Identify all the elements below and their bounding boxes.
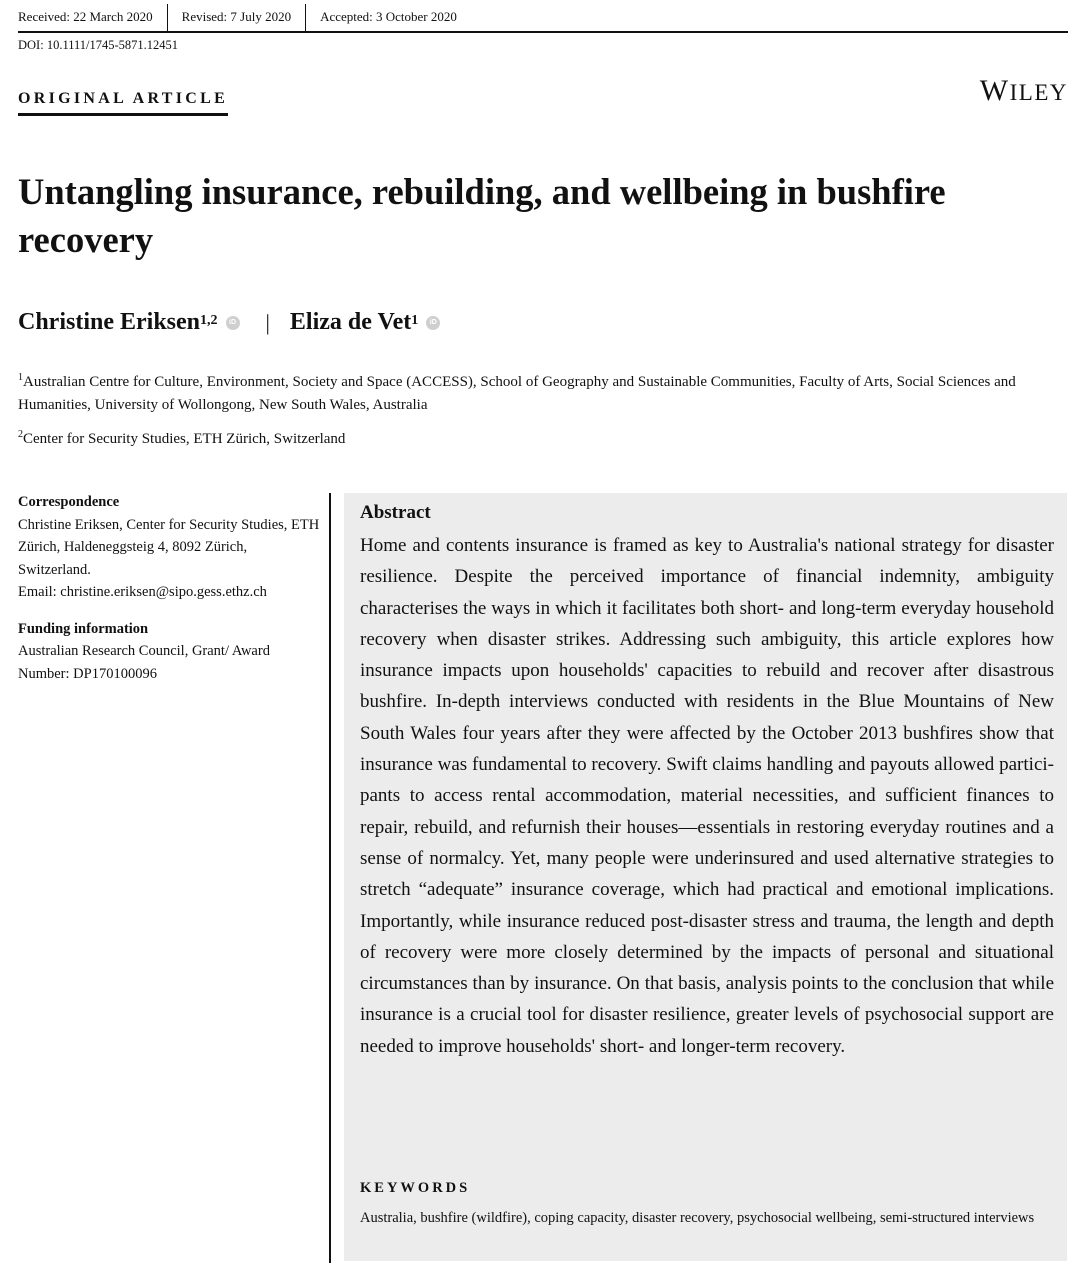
- doi[interactable]: DOI: 10.1111/1745-5871.12451: [18, 38, 179, 52]
- column-divider: [329, 493, 331, 1263]
- orcid-icon[interactable]: iD: [426, 316, 440, 330]
- affiliation: [18, 366, 1068, 417]
- received-date: Received: 22 March 2020: [18, 4, 168, 31]
- publisher-logo: WILEY: [979, 74, 1068, 107]
- correspondence-email[interactable]: Email: christine.eriksen@sipo.gess.ethz.ch: [18, 584, 267, 600]
- abstract-heading: Abstract: [360, 502, 431, 523]
- correspondence-heading: Correspondence: [18, 494, 120, 510]
- correspondence-block: [18, 491, 323, 604]
- keywords-heading: KEYWORDS: [360, 1180, 471, 1196]
- affiliation-text: Center for Security Studies, ETH Zürich, Switzerland: [23, 431, 346, 447]
- sidebar-info: [18, 491, 323, 699]
- affiliations: [18, 366, 1068, 457]
- orcid-icon[interactable]: iD: [226, 316, 240, 330]
- article-history: [18, 4, 1068, 33]
- article-type-label: ORIGINAL ARTICLE: [18, 90, 228, 116]
- author-list: [18, 309, 440, 336]
- publisher-logo-rest: ILEY: [1009, 80, 1068, 105]
- funding-text: Australian Research Council, Grant/ Award Number: DP170100096: [18, 643, 270, 682]
- article-title: Untangling insurance, rebuilding, and wellbeing in bushfire recovery: [18, 171, 946, 260]
- affiliation-text: Australian Centre for Culture, Environment, Society and Space (ACCESS), School of Geography and Sustainable Communities, Faculty of Arts, Social Sciences and Humanities, University of Wollongong, New South Wales, Australia: [18, 374, 1016, 413]
- author-separator: |: [265, 309, 270, 335]
- correspondence-text: Christine Eriksen, Center for Security Studies, ETH Zürich, Haldeneggsteig 4, 8092 Zürich, Switzerland.: [18, 516, 320, 578]
- author-name[interactable]: Christine Eriksen: [18, 309, 201, 335]
- affiliation: [18, 423, 1068, 451]
- keywords-text: Australia, bushfire (wildfire), coping capacity, disaster recovery, psychosocial wellbeing, semi-structured interviews: [360, 1210, 1035, 1226]
- affiliation-sup: 2: [18, 429, 23, 440]
- abstract-text: Home and contents insurance is framed as key to Australia's national strategy for disaster resilience. Despite the perceived importance of financial indemnity, ambiguity characterises the ways in which it facilitates both short- and long-term everyday household recovery when disaster strikes. Addressing such ambiguity, this article explores how insurance impacts upon households' capacities to rebuild and recover after disastrous bushfire. In-depth interviews conducted with residents in the Blue Mountains of New South Wales four years after they were affected by the October 2013 bushfires show that insurance was fundamental to recovery. Swift claims handling and payouts allowed participants to access rental accommodation, material necessities, and sufficient finances to repair, rebuild, and refurnish their houses—essentials in restoring everyday routines and a sense of normalcy. Yet, many people were underinsured and used alternative strategies to stretch “adequate” insurance coverage, which had practical and emotional implications. Importantly, while insurance reduced post-disaster stress and trauma, the length and depth of recovery were more closely determined by the impacts of personal and situational circumstances than by insurance. On that basis, analysis points to the conclusion that while insurance is a crucial tool for disaster resilience, greater levels of psychosocial support are needed to improve households' short- and longer-term recovery.: [360, 535, 1054, 1057]
- abstract-panel: [344, 493, 1067, 1261]
- revised-date: Revised: 7 July 2020: [168, 4, 306, 31]
- funding-heading: Funding information: [18, 620, 149, 637]
- author-affiliation-sup: 1: [411, 312, 419, 328]
- accepted-date: Accepted: 3 October 2020: [320, 9, 457, 24]
- author-affiliation-sup: 1,2: [200, 312, 218, 328]
- funding-block: [18, 618, 323, 686]
- author-name[interactable]: Eliza de Vet: [289, 309, 412, 335]
- affiliation-sup: 1: [18, 372, 23, 383]
